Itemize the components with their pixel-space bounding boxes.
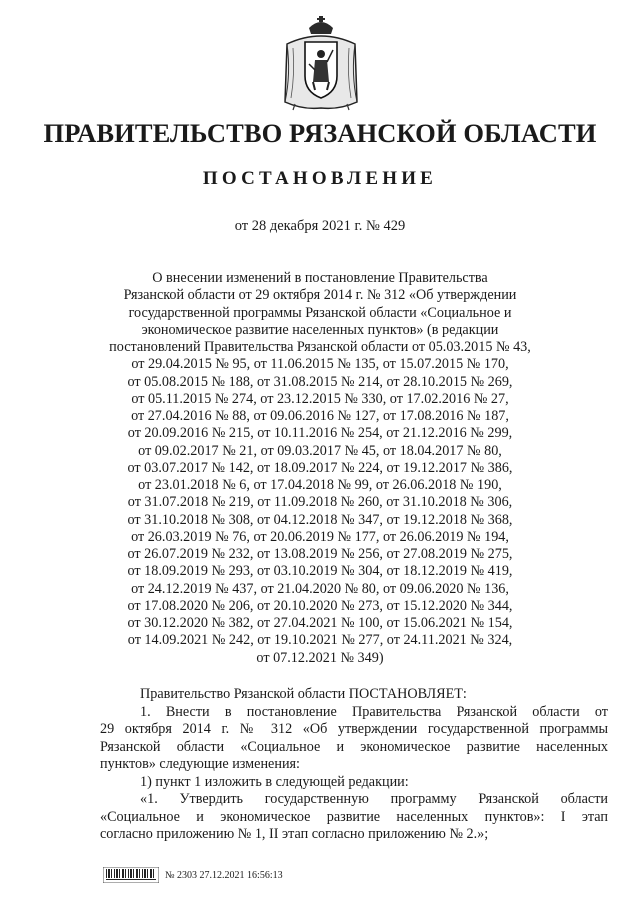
subject-line: от 07.12.2021 № 349)	[256, 649, 384, 666]
subject-line: государственной программы Рязанской области «Социальное и	[128, 304, 512, 321]
barcode-icon	[103, 867, 159, 883]
subject-line: от 30.12.2020 № 382, от 27.04.2021 № 100, от 15.06.2021 № 154,	[127, 615, 513, 631]
item-1-line: Рязанской области «Социальное и экономическое развитие населенных	[100, 738, 608, 755]
organization-title: ПРАВИТЕЛЬСТВО РЯЗАНСКОЙ ОБЛАСТИ	[43, 118, 597, 148]
subject-line: экономическое развитие населенных пунктов» (в редакции	[141, 321, 499, 338]
subject-line: О внесении изменений в постановление Правительства	[152, 270, 488, 286]
item-1-line: пунктов» следующие изменения:	[100, 756, 301, 772]
subject-line: от 27.04.2016 № 88, от 09.06.2016 № 127, от 17.08.2016 № 187,	[131, 408, 509, 424]
registration-footer	[103, 865, 283, 885]
subject-line: от 31.07.2018 № 219, от 11.09.2018 № 260, от 31.10.2018 № 306,	[127, 494, 513, 511]
subject-line: постановлений Правительства Рязанской области от 05.03.2015 № 43,	[109, 339, 531, 355]
quote-line: «1. Утвердить государственную программу Рязанской области	[140, 791, 608, 807]
subject-line: от 31.10.2018 № 308, от 04.12.2018 № 347, от 19.12.2018 № 368,	[127, 511, 513, 528]
document-type-heading: ПОСТАНОВЛЕНИЕ	[202, 168, 438, 189]
coat-of-arms-emblem	[279, 14, 363, 112]
subject-line: от 23.01.2018 № 6, от 17.04.2018 № 99, от 26.06.2018 № 190,	[138, 477, 502, 493]
item-1-line: 29 октября 2014 г. № 312 «Об утверждении государственной программы	[100, 721, 608, 737]
subject-line: от 05.11.2015 № 274, от 23.12.2015 № 330, от 17.02.2016 № 27,	[131, 390, 509, 407]
registration-stamp-text: № 2303 27.12.2021 16:56:13	[165, 869, 283, 881]
subject-line: от 24.12.2019 № 437, от 21.04.2020 № 80, от 09.06.2020 № 136,	[131, 580, 509, 597]
subject-line: от 20.09.2016 № 215, от 10.11.2016 № 254, от 21.12.2016 № 299,	[127, 425, 513, 442]
subject-line: от 05.08.2015 № 188, от 31.08.2015 № 214, от 28.10.2015 № 269,	[127, 373, 513, 390]
quote-line: «Социальное и экономическое развитие населенных пунктов»: I этап	[100, 808, 608, 825]
decree-subject-block	[80, 270, 560, 667]
subject-line: Рязанской области от 29 октября 2014 г. № 312 «Об утверждении	[123, 287, 517, 304]
subject-line: от 14.09.2021 № 242, от 19.10.2021 № 277, от 24.11.2021 № 324,	[127, 632, 513, 649]
subject-line: от 26.03.2019 № 76, от 20.06.2019 № 177, от 26.06.2019 № 194,	[131, 528, 509, 545]
subitem-1: 1) пункт 1 изложить в следующей редакции:	[140, 773, 409, 790]
subject-line: от 09.02.2017 № 21, от 09.03.2017 № 45, от 18.04.2017 № 80,	[138, 442, 502, 459]
subject-line: от 26.07.2019 № 232, от 13.08.2019 № 256, от 27.08.2019 № 275,	[127, 546, 513, 562]
subject-line: от 18.09.2019 № 293, от 03.10.2019 № 304, от 18.12.2019 № 419,	[127, 563, 513, 580]
decree-preamble: Правительство Рязанской области ПОСТАНОВЛЯЕТ:	[140, 686, 467, 702]
subject-line: от 03.07.2017 № 142, от 18.09.2017 № 224, от 19.12.2017 № 386,	[127, 459, 513, 476]
subject-line: от 29.04.2015 № 95, от 11.06.2015 № 135, от 15.07.2015 № 170,	[131, 356, 509, 373]
document-date-number: от 28 декабря 2021 г. № 429	[234, 218, 406, 234]
quote-line: согласно приложению № 1, II этап согласно приложению № 2.»;	[100, 826, 489, 842]
decree-body	[100, 686, 608, 844]
subject-line: от 17.08.2020 № 206, от 20.10.2020 № 273, от 15.12.2020 № 344,	[127, 597, 513, 614]
item-1-line: 1. Внести в постановление Правительства Рязанской области от	[140, 703, 608, 720]
